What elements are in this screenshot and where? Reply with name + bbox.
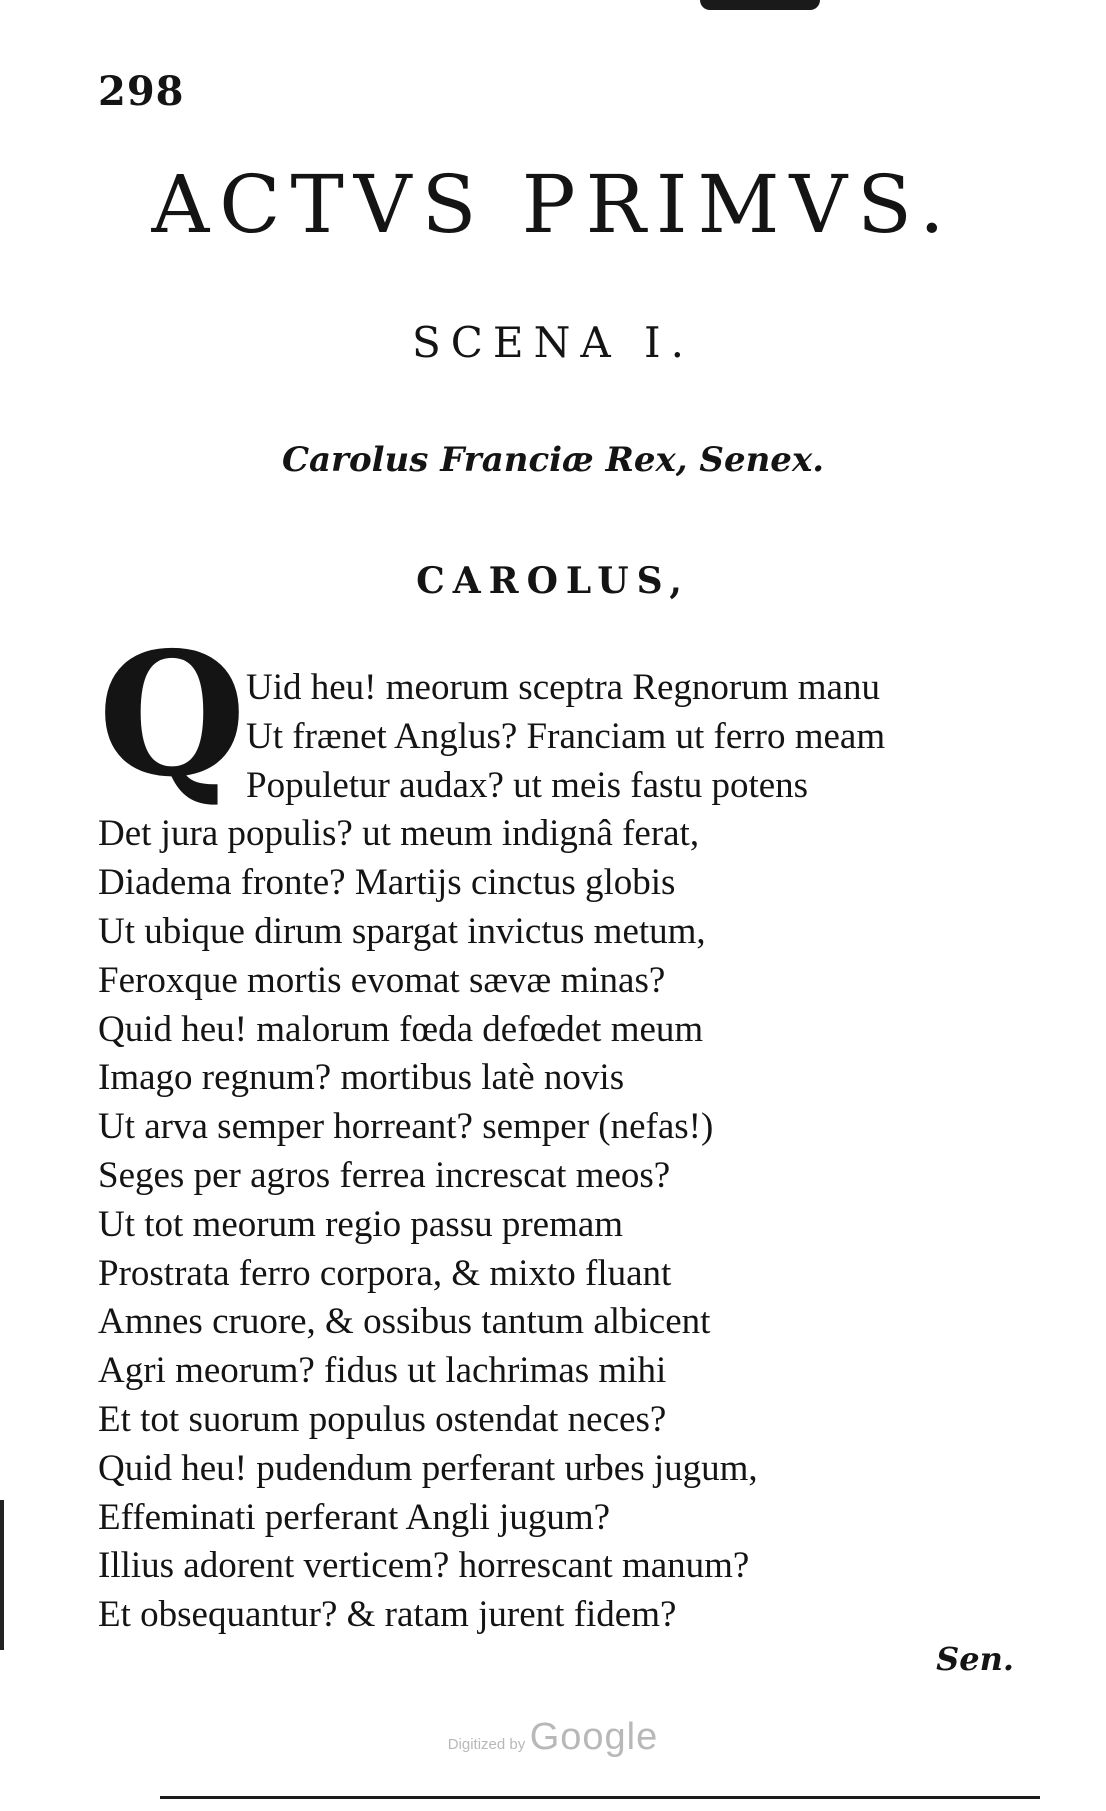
- verse-line: Agri meorum? fidus ut lachrimas mihi: [98, 1350, 667, 1392]
- verse-line: Et obsequantur? & ratam jurent fidem?: [98, 1594, 677, 1636]
- page-edge-shadow: [0, 1500, 4, 1650]
- verse-line: Ut frænet Anglus? Franciam ut ferro meam: [246, 715, 886, 757]
- watermark-logo: Google: [529, 1716, 659, 1758]
- digitized-watermark: [0, 1716, 1106, 1759]
- verse-line: Uid heu! meorum sceptra Regnorum manu: [246, 667, 880, 708]
- verse-line: Imago regnum? mortibus latè novis: [98, 1057, 625, 1099]
- verse-line: Diadema fronte? Martijs cinctus globis: [98, 862, 676, 904]
- verse-line: Det jura populis? ut meum indignâ ferat,: [98, 813, 700, 855]
- scene-title: SCENA I.: [412, 318, 694, 367]
- verse-line: Ut tot meorum regio passu premam: [98, 1203, 624, 1245]
- act-title: ACTVS PRIMVS.: [151, 158, 955, 251]
- page-number: 298: [98, 68, 185, 115]
- verse-line: Quid heu! pudendum perferant urbes jugum,: [98, 1447, 758, 1489]
- verse-line: Et tot suorum populus ostendat neces?: [98, 1398, 667, 1440]
- bottom-rule: [160, 1796, 1040, 1799]
- ink-smudge: [700, 0, 820, 10]
- dramatis-personae: Carolus Franciæ Rex, Senex.: [281, 440, 825, 480]
- verse-line: Effeminati perferant Angli jugum?: [98, 1496, 611, 1538]
- catchword: Sen.: [936, 1640, 1014, 1678]
- verse-line: Feroxque mortis evomat sævæ minas?: [98, 959, 666, 1001]
- watermark-prefix: Digitized by: [447, 1736, 526, 1753]
- verse-line: Populetur audax? ut meis fastu potens: [246, 764, 809, 806]
- speaker-name: CAROLUS,: [416, 560, 690, 602]
- verse-line: Prostrata ferro corpora, & mixto fluant: [98, 1252, 672, 1294]
- verse-line: Seges per agros ferrea increscat meos?: [98, 1154, 671, 1196]
- verse-line: Ut arva semper horreant? semper (nefas!): [98, 1106, 714, 1148]
- verse-line: Amnes cruore, & ossibus tantum albicent: [98, 1301, 711, 1343]
- verse-line: Ut ubique dirum spargat invictus metum,: [98, 910, 706, 952]
- verse-block: [98, 664, 1018, 1640]
- verse-line: Illius adorent verticem? horrescant manum?: [98, 1545, 750, 1587]
- verse-line: Quid heu! malorum fœda defœdet meum: [98, 1008, 704, 1050]
- drop-cap-initial: Q: [98, 615, 247, 815]
